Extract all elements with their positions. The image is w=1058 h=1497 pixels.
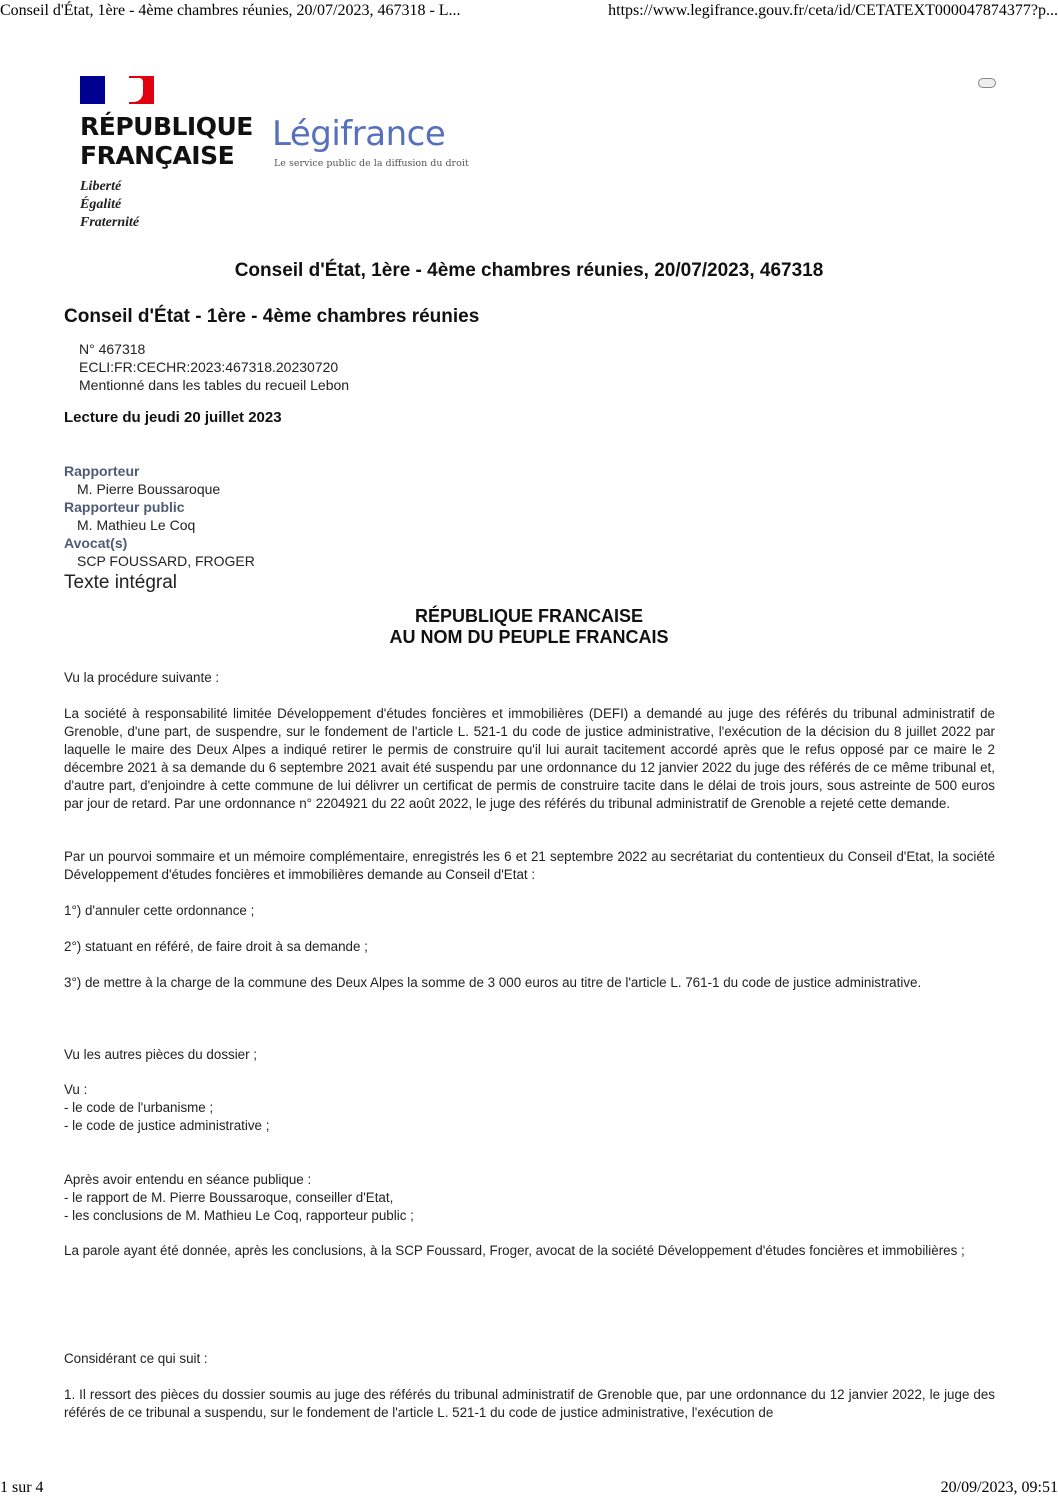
avocats-name: SCP FOUSSARD, FROGER bbox=[77, 553, 255, 569]
print-header-url: https://www.legifrance.gouv.fr/ceta/id/CETATEXT000047874377?p... bbox=[608, 2, 1058, 19]
decision-heading: RÉPUBLIQUE FRANCAISE AU NOM DU PEUPLE FRANCAIS bbox=[389, 606, 669, 647]
paragraph: Considérant ce qui suit : bbox=[64, 1351, 208, 1366]
legifrance-logo[interactable] bbox=[80, 76, 500, 236]
print-header-title: Conseil d'État, 1ère - 4ème chambres réunies, 20/07/2023, 467318 - L... bbox=[0, 2, 461, 19]
paragraph: Par un pourvoi sommaire et un mémoire complémentaire, enregistrés les 6 et 21 septembre 2022 au secrétariat du contentieux du Conseil d'Etat, la société Développement d'études foncières et immobilières demande au Conseil d'Etat : bbox=[64, 849, 995, 882]
avocats-label: Avocat(s) bbox=[64, 535, 128, 551]
paragraph: La parole ayant été donnée, après les conclusions, à la SCP Foussard, Froger, avocat de la société Développement d'études foncières et immobilières ; bbox=[64, 1243, 965, 1258]
paragraph: 1. Il ressort des pièces du dossier soumis au juge des référés du tribunal administratif de Grenoble que, par une ordonnance du 12 janvier 2022, le juge des référés de ce tribunal a suspendu, sur le fondement de l'article L. 521-1 du code de justice administrative, l'exécution de bbox=[64, 1387, 995, 1420]
rapporteur-name: M. Pierre Boussaroque bbox=[77, 481, 221, 497]
decision-metadata bbox=[79, 340, 349, 394]
print-header bbox=[0, 0, 1058, 22]
paragraph: 3°) de mettre à la charge de la commune des Deux Alpes la somme de 3 000 euros au titre de l'article L. 761-1 du code de justice administrative. bbox=[64, 975, 922, 990]
republique-francaise-wordmark: RÉPUBLIQUE FRANÇAISE bbox=[80, 112, 253, 170]
site-name: Légifrance bbox=[272, 114, 446, 154]
lebon-mention: Mentionné dans les tables du recueil Lebon bbox=[79, 377, 350, 393]
site-tagline: Le service public de la diffusion du droit bbox=[274, 158, 469, 169]
decision-number: N° 467318 bbox=[79, 341, 146, 357]
jurisdiction-heading: Conseil d'État - 1ère - 4ème chambres réunies bbox=[64, 306, 480, 327]
rapporteur-label: Rapporteur bbox=[64, 463, 140, 479]
paragraph: 1°) d'annuler cette ordonnance ; bbox=[64, 903, 255, 918]
texte-integral-heading: Texte intégral bbox=[64, 572, 178, 593]
print-datetime: 20/09/2023, 09:51 bbox=[940, 1479, 1058, 1496]
paragraph: Après avoir entendu en séance publique : - le rapport de M. Pierre Boussaroque, conseiller d'Etat, - les conclusions de M. Mathieu Le Coq, rapporteur public ; bbox=[64, 1172, 414, 1223]
paragraph: La société à responsabilité limitée Développement d'études foncières et immobilières (DEFI) a demandé au juge des référés du tribunal administratif de Grenoble, d'une part, de suspendre, sur le fondement de l'article L. 521-1 du code de justice administrative, l'exécution de la décision du 8 juillet 2022 par laquelle le maire des Deux Alpes a indiqué retirer le permis de construire qu'il lui aurait tacitement accordé après que le refus opposé par ce maire le 2 décembre 2021 à sa demande du 6 septembre 2021 avait été suspendu par une ordonnance du 12 janvier 2022 du juge des référés de ce même tribunal et, d'autre part, d'enjoindre à cette commune de lui délivrer un certificat de permis de construire tacite dans le délai de trois jours, sous astreinte de 500 euros par jour de retard. Par une ordonnance n° 2204921 du 22 août 2022, le juge des référés du tribunal administratif de Grenoble a rejeté cette demande. bbox=[64, 706, 995, 811]
paragraph: Vu la procédure suivante : bbox=[64, 670, 220, 685]
rapporteur-public-label: Rapporteur public bbox=[64, 499, 185, 515]
reading-date: Lecture du jeudi 20 juillet 2023 bbox=[64, 409, 282, 426]
marianne-flag-icon bbox=[80, 76, 154, 104]
toggle-pill-icon[interactable] bbox=[978, 78, 996, 88]
paragraph: 2°) statuant en référé, de faire droit à sa demande ; bbox=[64, 939, 368, 954]
decision-ecli: ECLI:FR:CECHR:2023:467318.20230720 bbox=[79, 359, 339, 375]
rapporteur-public-name: M. Mathieu Le Coq bbox=[77, 517, 196, 533]
parties-block bbox=[64, 462, 255, 570]
page-counter: 1 sur 4 bbox=[0, 1479, 44, 1496]
paragraph: Vu : - le code de l'urbanisme ; - le code de justice administrative ; bbox=[64, 1082, 270, 1133]
republic-motto: Liberté Égalité Fraternité bbox=[80, 179, 140, 230]
print-footer bbox=[0, 1477, 1058, 1497]
paragraph: Vu les autres pièces du dossier ; bbox=[64, 1047, 258, 1062]
page-title: Conseil d'État, 1ère - 4ème chambres réunies, 20/07/2023, 467318 bbox=[234, 260, 824, 281]
